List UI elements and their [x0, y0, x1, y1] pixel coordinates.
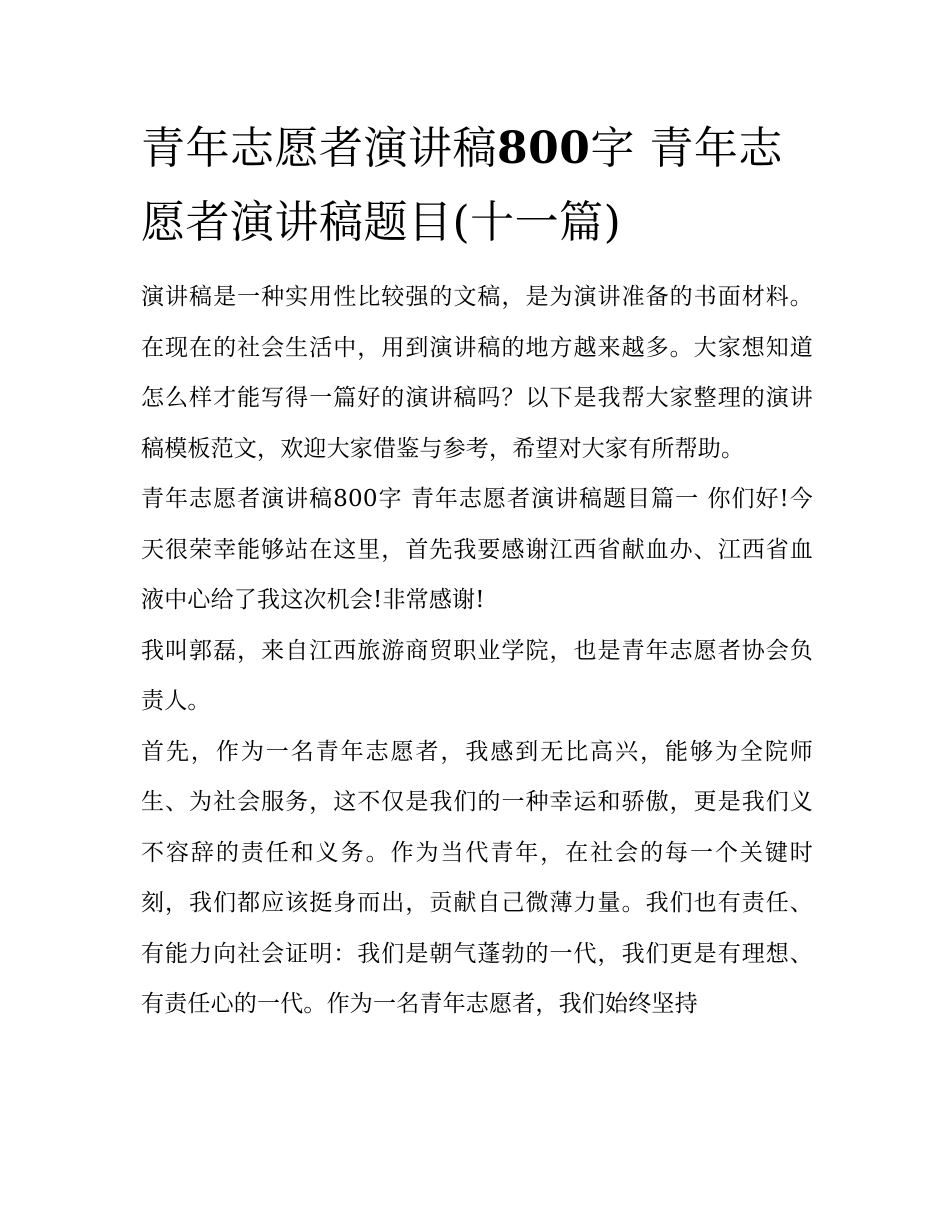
title-number: 800 — [497, 123, 591, 174]
body-paragraph-volunteer-duty: 首先，作为一名青年志愿者，我感到无比高兴，能够为全院师生、为社会服务，这不仅是我们的一种幸运和骄傲，更是我们义不容辞的责任和义务。作为当代青年，在社会的每一个关键时刻，我们都应该挺身而出，贡献自己微薄力量。我们也有责任、有能力向社会证明：我们是朝气蓬勃的一代，我们更是有理想、有责任心的一代。作为一名青年志愿者，我们始终坚持 — [141, 738, 813, 1017]
title-text-part2: 字 青年志愿者演讲稿题目(十一篇) — [141, 123, 783, 248]
document-title — [141, 112, 813, 260]
document-body — [141, 112, 813, 1030]
body-paragraph-self-introduction: 我叫郭磊，来自江西旅游商贸职业学院，也是青年志愿者协会负责人。 — [141, 637, 813, 714]
intro-paragraph: 演讲稿是一种实用性比较强的文稿，是为演讲准备的书面材料。在现在的社会生活中，用到演讲稿的地方越来越多。大家想知道怎么样才能写得一篇好的演讲稿吗？以下是我帮大家整理的演讲稿模板范文，欢迎大家借鉴与参考，希望对大家有所帮助。 — [141, 284, 813, 462]
body-paragraph-greeting: 青年志愿者演讲稿800字 青年志愿者演讲稿题目篇一 你们好!今天很荣幸能够站在这里，首先我要感谢江西省献血办、江西省血液中心给了我这次机会!非常感谢! — [141, 486, 813, 613]
title-text-part1: 青年志愿者演讲稿 — [141, 123, 497, 174]
